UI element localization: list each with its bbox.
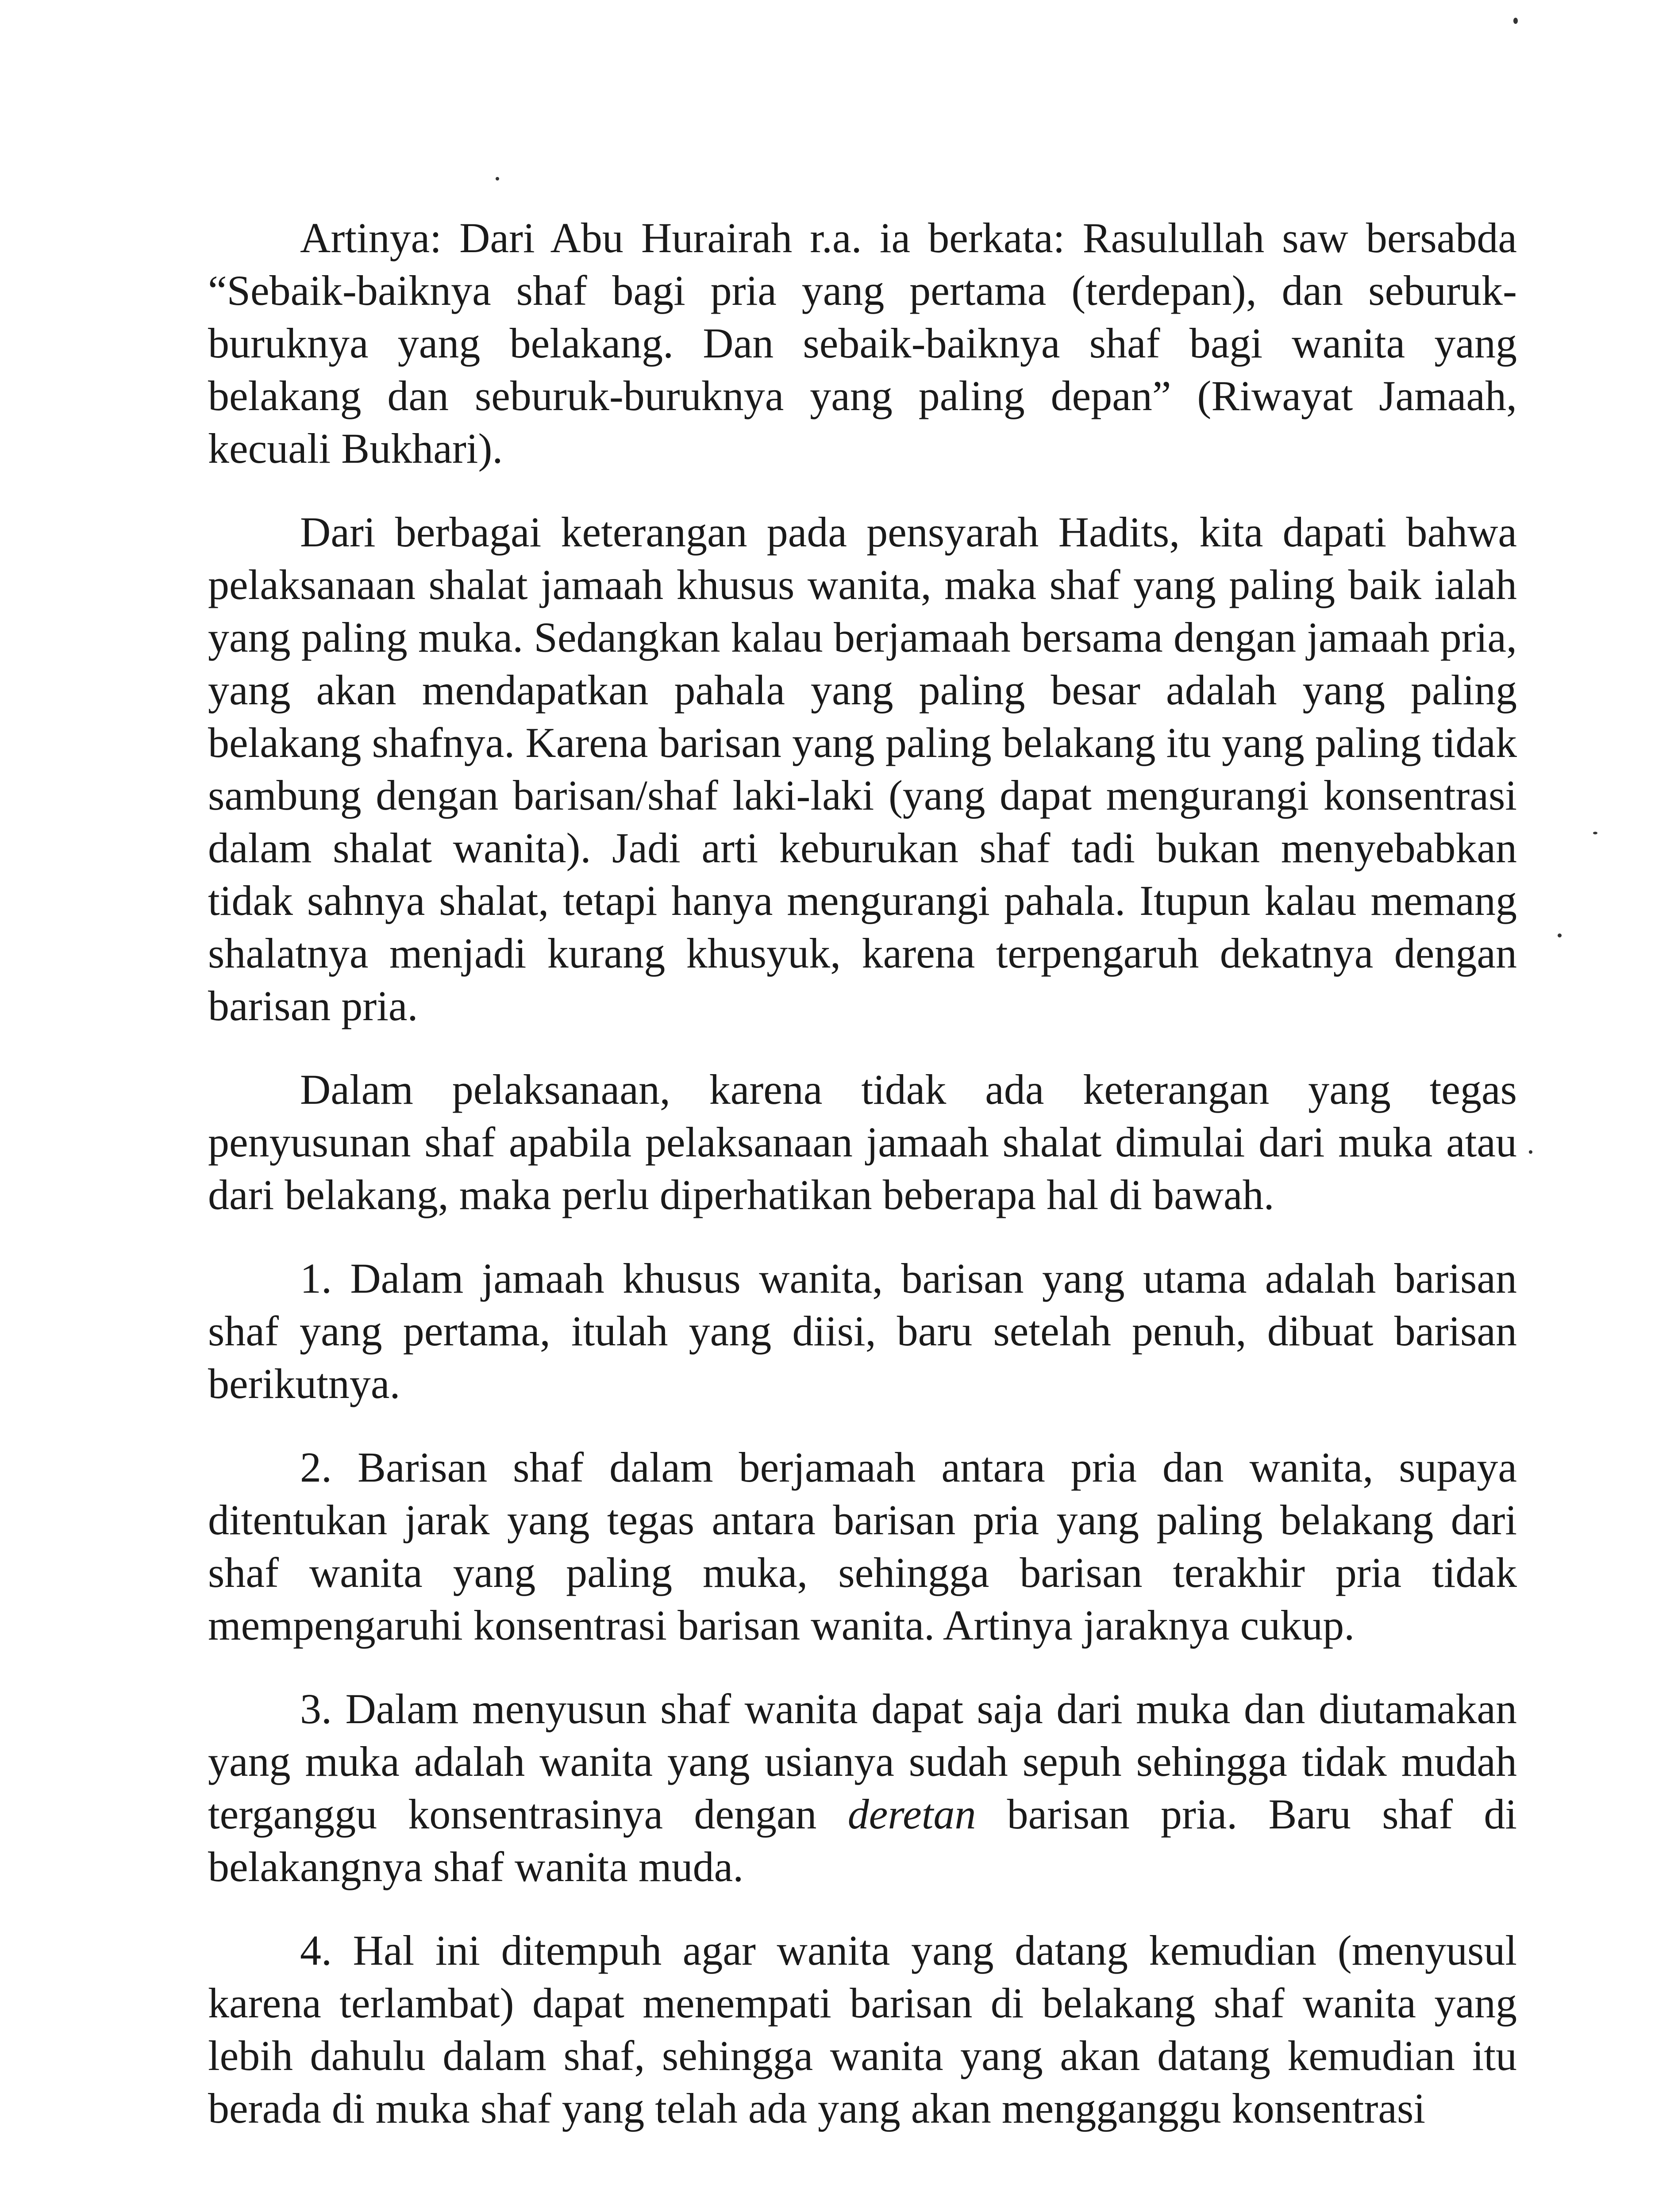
list-item-1: 1. Dalam jamaah khusus wanita, barisan yang utama adalah barisan shaf yang pertama, itulah yang diisi, baru setelah penuh, dibuat barisan berikutnya. — [208, 1255, 1517, 1407]
italic-word: deretan — [847, 1790, 976, 1838]
body-text — [208, 211, 1517, 2166]
scan-speck — [1593, 832, 1597, 834]
list-item-3-text-start: 3. Dalam menyusun shaf wanita dapat saja dari muka dan diutamakan yang muka adalah wanita yang usianya sudah sepuh sehingga tidak mudah terganggu konsentrasinya dengan — [208, 1685, 1517, 1838]
implementation-paragraph: Dalam pelaksanaan, karena tidak ada keterangan yang tegas penyusunan shaf apabila pelaksanaan jamaah shalat dimulai dari muka atau dari belakang, maka perlu diperhatikan beberapa hal di bawah. — [208, 1066, 1517, 1218]
scan-speck — [496, 177, 499, 180]
scan-speck — [1558, 933, 1562, 937]
list-item-3 — [208, 1682, 1517, 1893]
list-item-3-text-end: barisan pria. Baru shaf di belakangnya shaf wanita muda. — [208, 1790, 1517, 1890]
list-item-2: 2. Barisan shaf dalam berjamaah antara pria dan wanita, supaya ditentukan jarak yang tegas antara barisan pria yang paling belakang dari shaf wanita yang paling muka, sehingga barisan terakhir pria tidak mempengaruhi konsentrasi barisan wanita. Artinya jaraknya cukup. — [208, 1444, 1517, 1649]
list-item-4: 4. Hal ini ditempuh agar wanita yang datang kemudian (menyusul karena terlambat) dapat menempati barisan di belakang shaf wanita yang lebih dahulu dalam shaf, sehingga wanita yang akan datang kemudian itu berada di muka shaf yang telah ada yang akan mengganggu konsentrasi — [208, 1927, 1517, 2132]
scan-speck — [1513, 18, 1518, 24]
hadith-translation-paragraph: Artinya: Dari Abu Hurairah r.a. ia berkata: Rasulullah saw bersabda “Sebaik-baiknya shaf bagi pria yang pertama (terdepan), dan seburuk-buruknya yang belakang. Dan sebaik-baiknya shaf bagi wanita yang belakang dan seburuk-buruknya yang paling depan” (Riwayat Jamaah, kecuali Bukhari). — [208, 214, 1517, 472]
scan-speck — [1529, 1150, 1532, 1154]
explanation-paragraph: Dari berbagai keterangan pada pensyarah Hadits, kita dapati bahwa pelaksanaan shalat jamaah khusus wanita, maka shaf yang paling baik ialah yang paling muka. Sedangkan kalau berjamaah bersama dengan jamaah pria, yang akan mendapatkan pahala yang paling besar adalah yang paling belakang shafnya. Karena barisan yang paling belakang itu yang paling tidak sambung dengan barisan/shaf laki-laki (yang dapat mengurangi konsentrasi dalam shalat wanita). Jadi arti keburukan shaf tadi bukan menyebabkan tidak sahnya shalat, tetapi hanya mengurangi pahala. Itupun kalau memang shalatnya menjadi kurang khusyuk, karena terpengaruh dekatnya dengan barisan pria. — [208, 508, 1517, 1029]
